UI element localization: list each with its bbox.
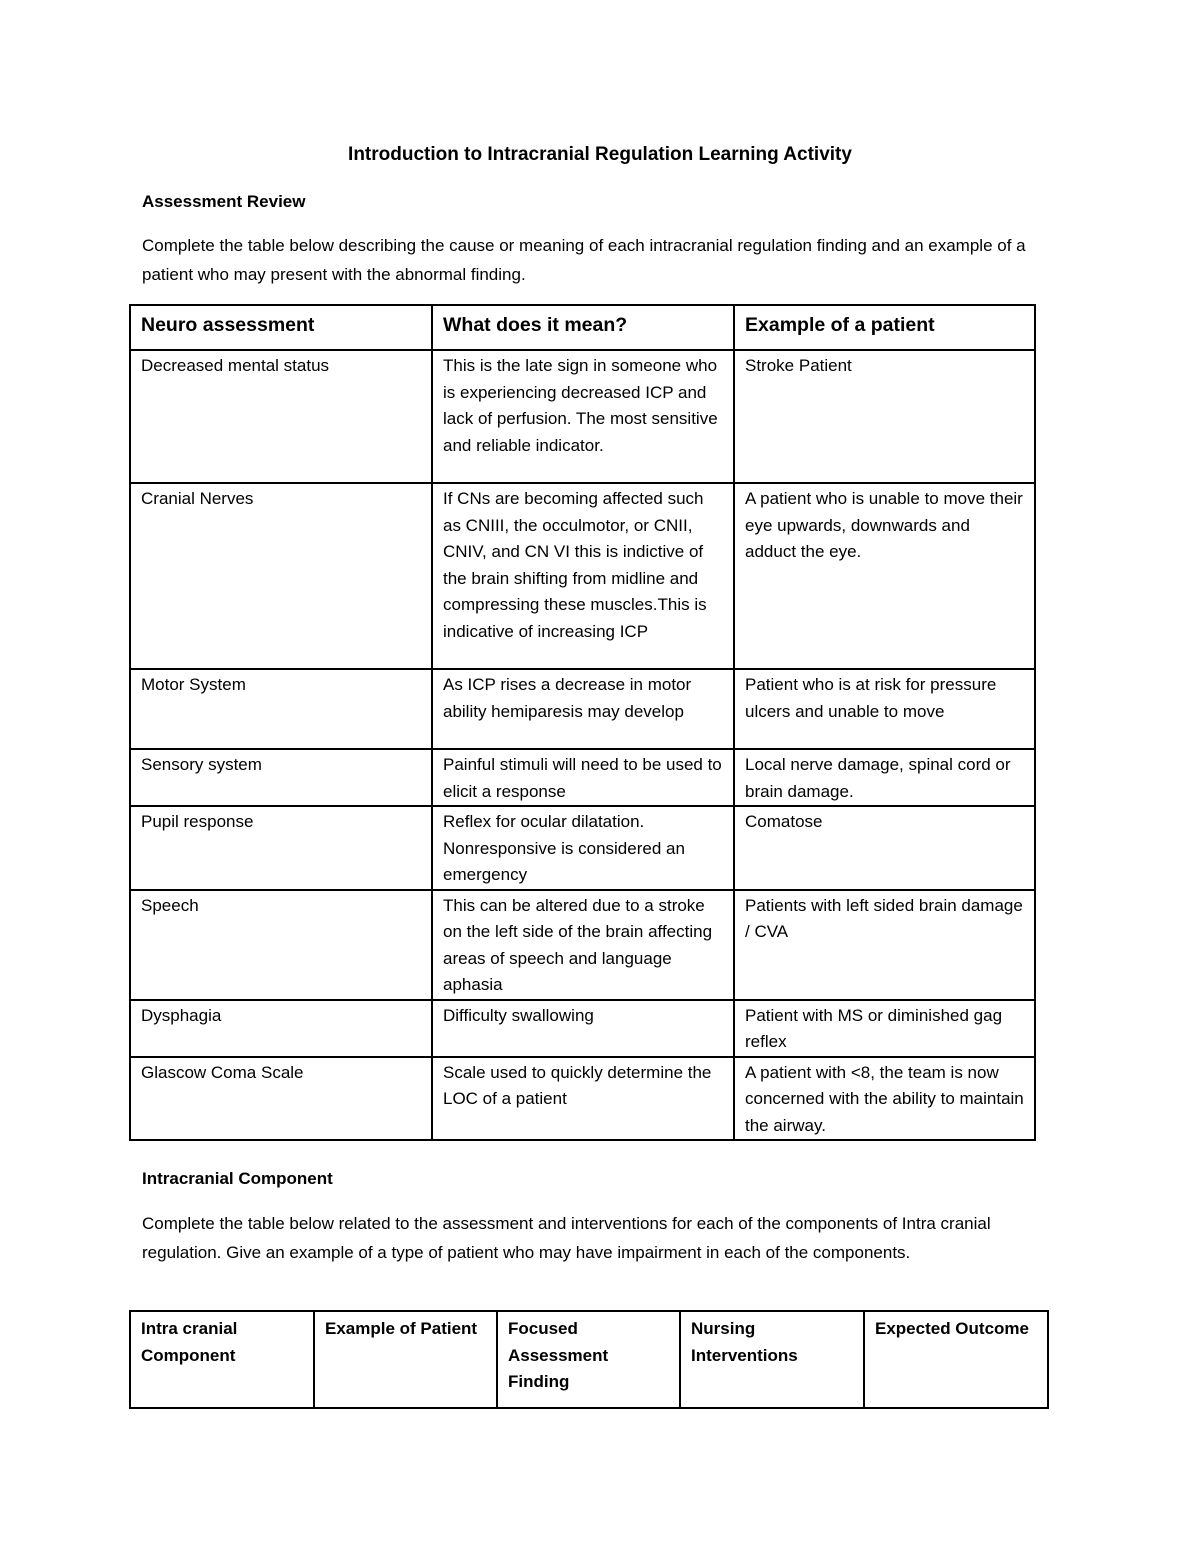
cell-example: Patients with left sided brain damage / CVA <box>734 890 1035 1000</box>
document-title: Introduction to Intracranial Regulation Learning Activity <box>348 144 852 165</box>
header-intra-cranial-component: Intra cranial Component <box>130 1311 314 1408</box>
cell-meaning: Reflex for ocular dilatation. Nonresponsive is considered an emergency <box>432 806 734 890</box>
header-example-of-patient: Example of a patient <box>734 305 1035 350</box>
table-row <box>130 1057 1035 1141</box>
cell-assessment: Pupil response <box>130 806 432 890</box>
table-row <box>130 483 1035 669</box>
cell-meaning: Painful stimuli will need to be used to elicit a response <box>432 749 734 806</box>
cell-example: Patient with MS or diminished gag reflex <box>734 1000 1035 1057</box>
intracranial-component-table <box>129 1310 1049 1409</box>
cell-example: Stroke Patient <box>734 350 1035 483</box>
cell-example: A patient with <8, the team is now concerned with the ability to maintain the airway. <box>734 1057 1035 1141</box>
cell-example: Patient who is at risk for pressure ulcers and unable to move <box>734 669 1035 749</box>
table-row <box>130 1000 1035 1057</box>
header-example-of-patient: Example of Patient <box>314 1311 497 1408</box>
intracranial-component-instructions: Complete the table below related to the assessment and interventions for each of the components of Intra cranial regulation. Give an example of a type of patient who may have impairment in each of the components. <box>142 1214 991 1262</box>
cell-meaning: This is the late sign in someone who is experiencing decreased ICP and lack of perfusion. The most sensitive and reliable indicator. <box>432 350 734 483</box>
cell-assessment: Glascow Coma Scale <box>130 1057 432 1141</box>
intracranial-component-heading: Intracranial Component <box>142 1169 333 1188</box>
cell-assessment: Cranial Nerves <box>130 483 432 669</box>
cell-assessment: Decreased mental status <box>130 350 432 483</box>
table-row <box>130 669 1035 749</box>
cell-meaning: If CNs are becoming affected such as CNIII, the occulmotor, or CNII, CNIV, and CN VI this is indictive of the brain shifting from midline and compressing these muscles.This is indicative of increasing ICP <box>432 483 734 669</box>
table-header-row <box>130 1311 1048 1408</box>
header-what-does-it-mean: What does it mean? <box>432 305 734 350</box>
header-focused-assessment-finding: Focused Assessment Finding <box>497 1311 680 1408</box>
cell-meaning: As ICP rises a decrease in motor ability hemiparesis may develop <box>432 669 734 749</box>
cell-assessment: Sensory system <box>130 749 432 806</box>
cell-assessment: Dysphagia <box>130 1000 432 1057</box>
assessment-review-instructions: Complete the table below describing the cause or meaning of each intracranial regulation finding and an example of a patient who may present with the abnormal finding. <box>142 236 1026 284</box>
table-header-row <box>130 305 1035 350</box>
header-neuro-assessment: Neuro assessment <box>130 305 432 350</box>
table-row <box>130 890 1035 1000</box>
table-row <box>130 806 1035 890</box>
header-expected-outcome: Expected Outcome <box>864 1311 1048 1408</box>
assessment-review-table <box>129 304 1036 1141</box>
header-nursing-interventions: Nursing Interventions <box>680 1311 864 1408</box>
cell-meaning: Difficulty swallowing <box>432 1000 734 1057</box>
table-row <box>130 749 1035 806</box>
cell-assessment: Speech <box>130 890 432 1000</box>
cell-example: Comatose <box>734 806 1035 890</box>
cell-example: A patient who is unable to move their eye upwards, downwards and adduct the eye. <box>734 483 1035 669</box>
cell-assessment: Motor System <box>130 669 432 749</box>
table-row <box>130 350 1035 483</box>
cell-example: Local nerve damage, spinal cord or brain damage. <box>734 749 1035 806</box>
cell-meaning: This can be altered due to a stroke on the left side of the brain affecting areas of speech and language aphasia <box>432 890 734 1000</box>
assessment-review-heading: Assessment Review <box>142 192 306 211</box>
cell-meaning: Scale used to quickly determine the LOC of a patient <box>432 1057 734 1141</box>
